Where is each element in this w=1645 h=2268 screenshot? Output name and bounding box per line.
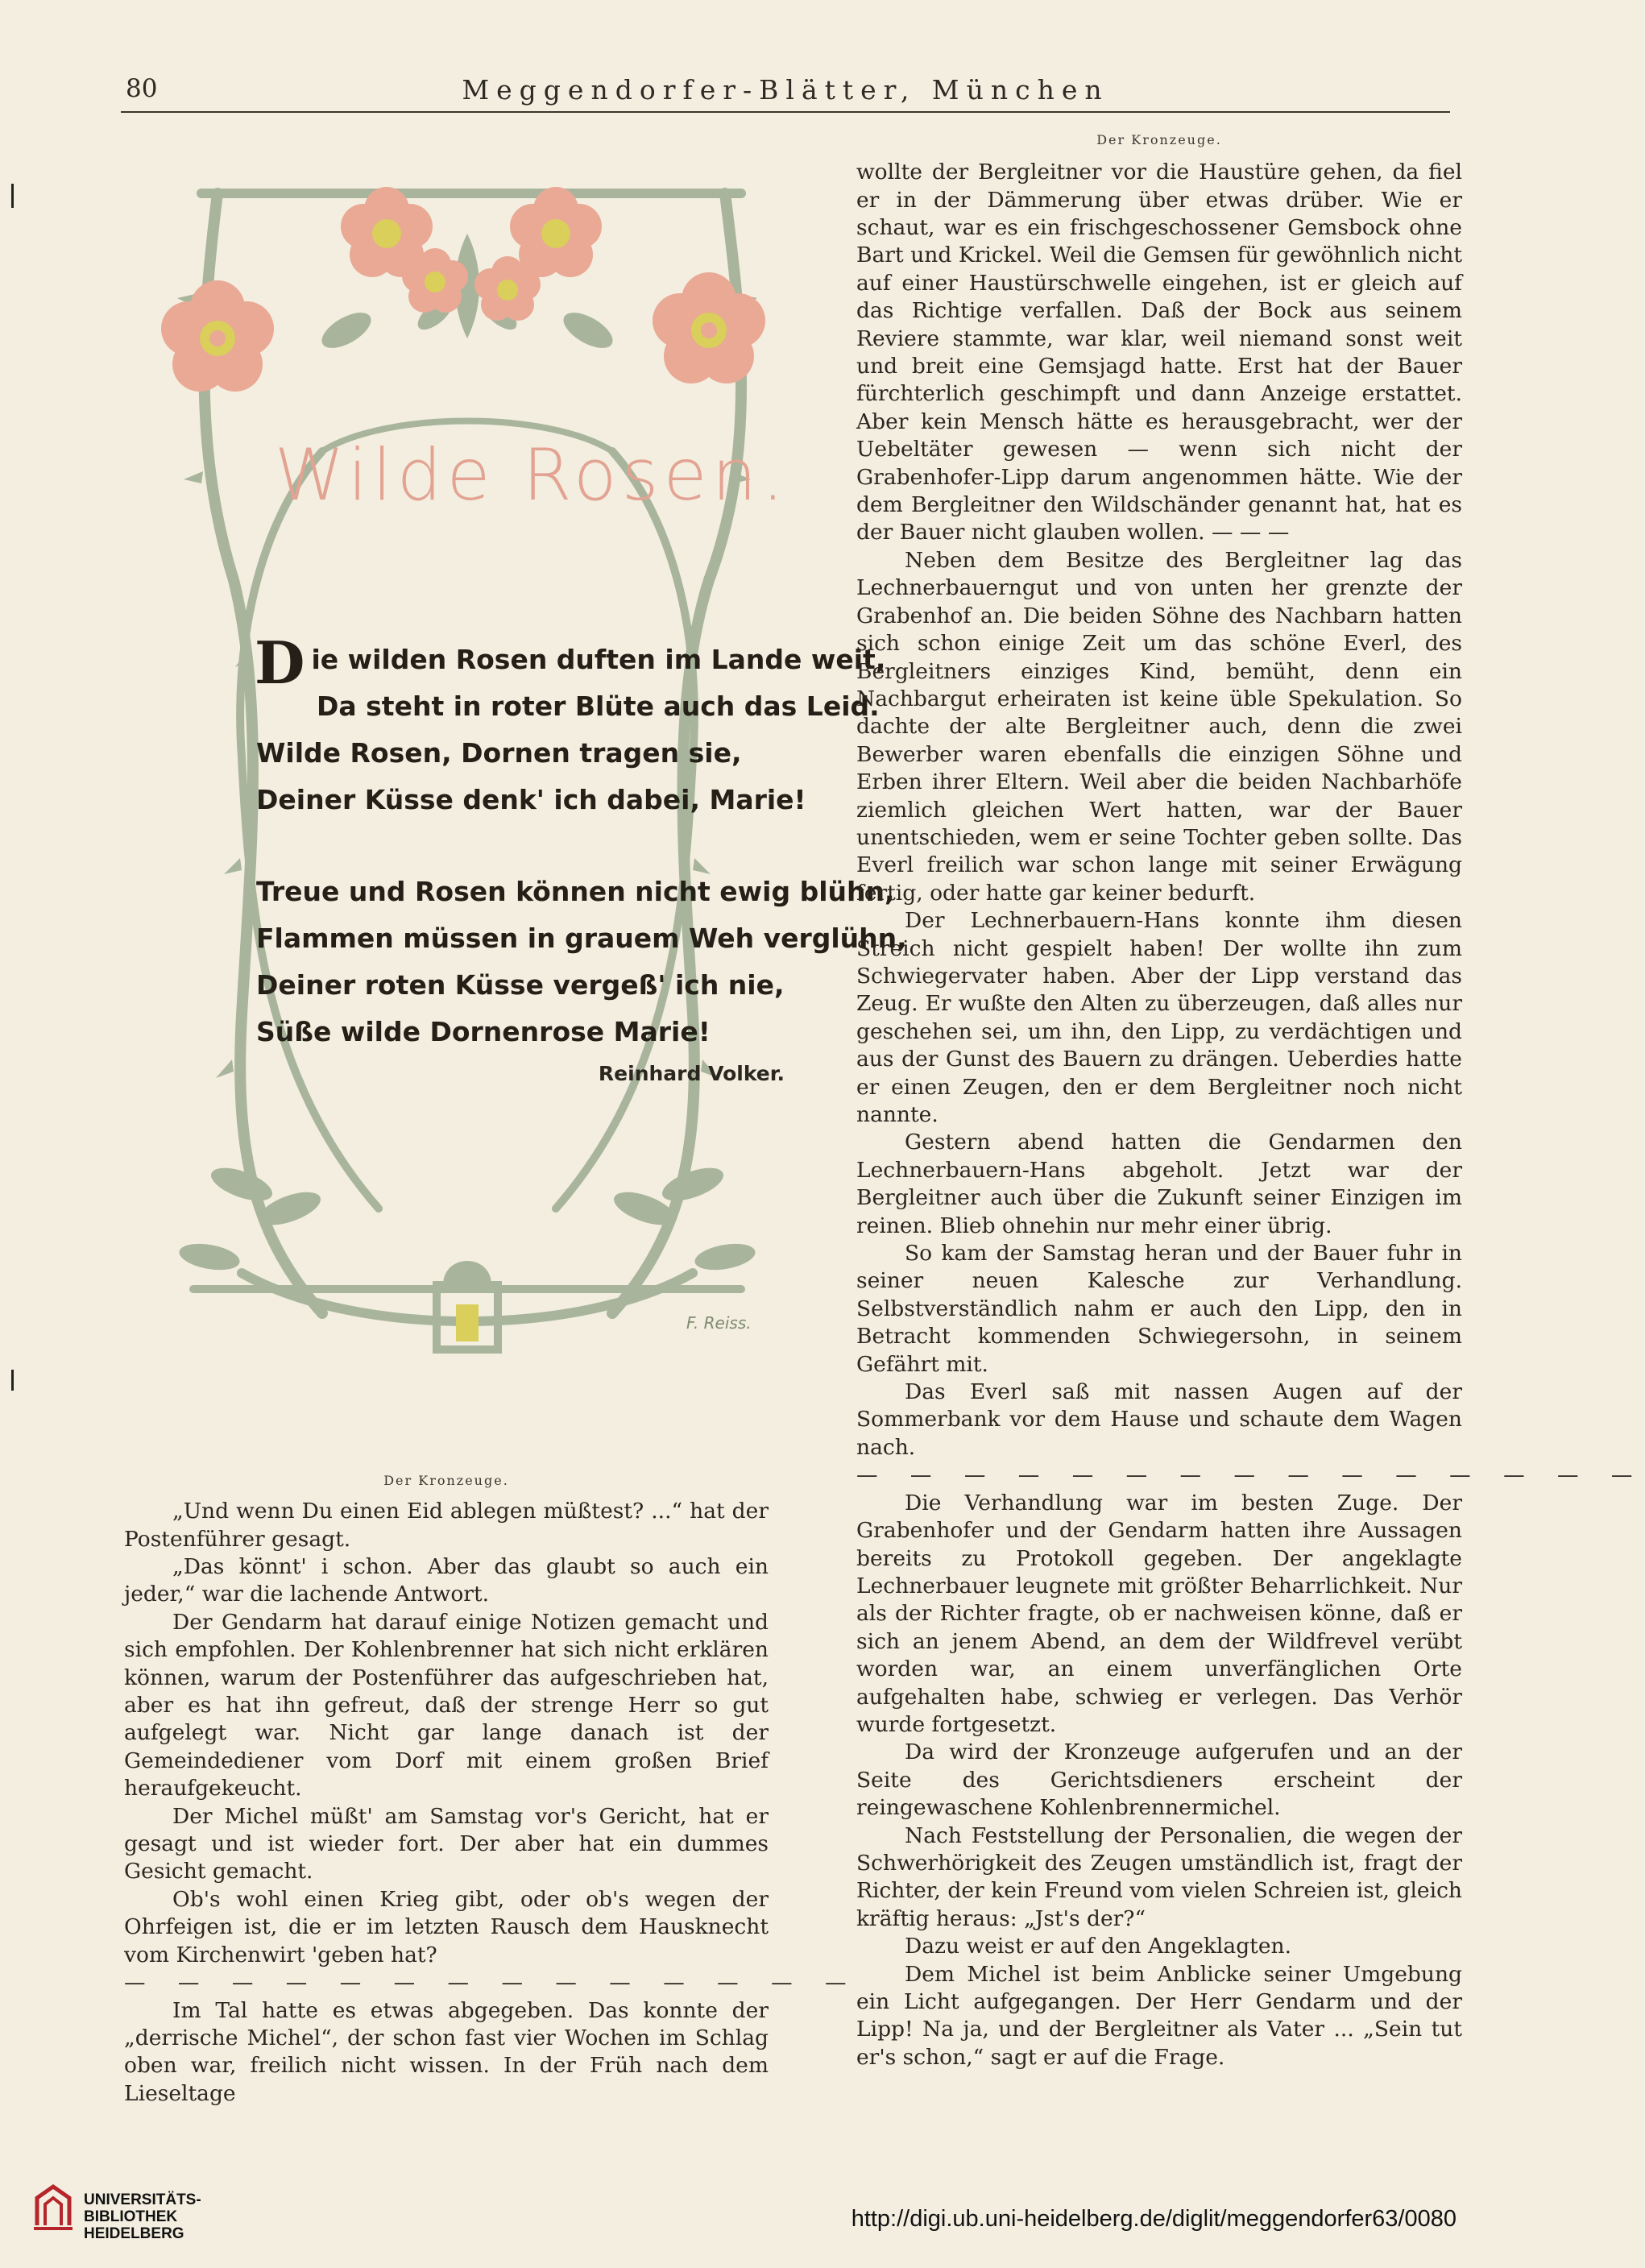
paragraph: So kam der Samstag heran und der Bauer fuhr in seiner neuen Kalesche zur Verhandlung. Selbstverständlich nahm er auch den Lipp, den in Betracht kommenden Schwiegersohn, in seinem Gefährt mit. xyxy=(856,1241,1462,1377)
paragraph: wollte der Bergleitner vor die Haustüre gehen, da fiel er in der Dämmerung über etwas drüber. Wie er schaut, war es ein frischgeschossener Gemsbock ohne Bart und Krickel. Weil die Gemsen für gewöhnlich nicht auf einer Haustürschwelle eingehen, ist er gleich auf das Richtige verfallen. Daß der Bock aus seinem Reviere stammte, war klar, weil niemand sonst weit und breit eine Gemsjagd hatte. Erst hat der Bauer fürchterlich geschimpft und dann Anzeige erstattet. Aber kein Mensch hätte es herausgebracht, wer der Uebeltäter gewesen — wenn sich nicht der Grabenhofer-Lipp darum angenommen hätte. Wie der dem Bergleitner den Wildschänder genannt hat, hat es der Bauer nicht glauben wollen. — — — xyxy=(856,160,1462,545)
paragraph: Ob's wohl einen Krieg gibt, oder ob's wegen der Ohrfeigen ist, die er im letzten Rausch dem Hausknecht vom Kirchenwirt 'geben hat? xyxy=(124,1886,769,1967)
poem-line: Treue und Rosen können nicht ewig blühn, xyxy=(256,876,895,907)
poem-title-text: Wilde Rosen. xyxy=(274,433,789,516)
poem-line: Deiner roten Küsse vergeß' ich nie, xyxy=(256,969,785,1001)
paragraph: „Und wenn Du einen Eid ablegen müßtest? ...“ hat der Postenführer gesagt. xyxy=(124,1499,769,1552)
paragraph: „Das könnt' i schon. Aber das glaubt so auch ein jeder,“ war die lachende Antwort. xyxy=(124,1554,769,1607)
library-name: UNIVERSITÄTS- BIBLIOTHEK HEIDELBERG xyxy=(84,2191,201,2242)
paragraph: Dem Michel ist beim Anblicke seiner Umgebung ein Licht aufgegangen. Der Herr Gendarm und der Lipp! Na ja, und der Bergleitner als Vater ... „Sein tut er's schon,“ sagt er auf die Frage. xyxy=(856,1961,1462,2070)
paragraph: Der Lechnerbauern-Hans konnte ihm diesen Streich nicht gespielt haben! Der wollte ihn zum Schwiegervater haben. Aber der Lipp verstand das Zeug. Er wußte den Alten zu überzeugen, daß alles nur geschehen sei, um ihn, den Lipp, zu verdächtigen und aus der Gunst des Bauern zu drängen. Ueberdies hatte er einen Zeugen, den er dem Bergleitner noch nicht nannte. xyxy=(856,908,1462,1127)
margin-mark xyxy=(11,184,14,208)
paragraph: Da wird der Kronzeuge aufgerufen und an der Seite des Gerichtsdieners erscheint der reingewaschene Kohlenbrennermichel. xyxy=(856,1739,1462,1821)
section-divider: — — — — — — — — — — — — — — — xyxy=(856,1462,1645,1488)
poem xyxy=(255,628,907,1085)
paragraph: Das Everl saß mit nassen Augen auf der Sommerbank vor dem Hause und schaute dem Wagen nach. xyxy=(856,1379,1462,1460)
poem-line: Wilde Rosen, Dornen tragen sie, xyxy=(256,737,742,769)
running-title: Meggendorfer-Blätter, München xyxy=(462,74,1109,106)
library-logo-icon xyxy=(31,2183,76,2232)
paragraph: Der Michel müßt' am Samstag vor's Gericht, hat er gesagt und ist wieder fort. Der aber hat ein dummes Gesicht gemacht. xyxy=(124,1803,769,1884)
page-header xyxy=(121,74,1450,114)
poem-author: Reinhard Volker. xyxy=(598,1062,785,1085)
paragraph: Im Tal hatte es etwas abgegeben. Das konnte der „derrische Michel“, der schon fast vier Wochen im Schlag oben war, freilich nicht wissen. In der Früh nach dem Lieseltage xyxy=(124,1997,769,2106)
paragraph: Nach Feststellung der Personalien, die wegen der Schwerhörigkeit des Zeugen umständlich ist, fragt der Richter, der kein Freund vom vielen Schreien ist, gleich kräftig heraus: „Jst's der?“ xyxy=(856,1822,1462,1931)
poem-title xyxy=(274,419,789,532)
paragraph: Die Verhandlung war im besten Zuge. Der Grabenhofer und der Gendarm hatten ihre Aussagen bereits zu Protokoll gegeben. Der angeklagte Lechnerbauer leugnete mit größter Beharrlichkeit. Nur als der Richter fragte, ob er nachweisen könne, daß er sich an jenem Abend, an dem der Wildfrevel verübt worden war, an einem unverfänglichen Orte aufgehalten habe, schwieg er verlegen. Das Verhör wurde fortgesetzt. xyxy=(856,1490,1462,1737)
right-column xyxy=(856,132,1645,2071)
poem-line: Flammen müssen in grauem Weh verglühn, xyxy=(256,923,907,954)
poem-dropcap: D xyxy=(255,628,305,697)
margin-mark xyxy=(11,1370,14,1391)
poem-line: Da steht in roter Blüte auch das Leid. xyxy=(317,690,880,722)
header-rule xyxy=(121,111,1450,113)
left-column xyxy=(124,1473,860,2108)
library-footer xyxy=(0,2119,1490,2268)
poem-line: Süße wilde Dornenrose Marie! xyxy=(256,1016,711,1047)
paragraph: Der Gendarm hat darauf einige Notizen gemacht und sich empfohlen. Der Kohlenbrenner hat sich nicht erklären können, warum der Postenführer das aufgeschrieben hat, aber es hat ihn gefreut, daß der strenge Herr so gut aufgelegt war. Nicht gar lange danach ist der Gemeindediener vom Dorf mit einem großen Brief heraufgekeucht. xyxy=(124,1609,769,1802)
paragraph: Gestern abend hatten die Gendarmen den Lechnerbauern-Hans abgeholt. Jetzt war der Bergleitner auch über die Zukunft seiner Einzigen im reinen. Blieb ohnehin nur mehr einer übrig. xyxy=(856,1130,1462,1238)
poem-line: Deiner Küsse denk' ich dabei, Marie! xyxy=(256,784,806,815)
section-divider: — — — — — — — — — — — — — — xyxy=(124,1970,860,1996)
source-url[interactable]: http://digi.ub.uni-heidelberg.de/diglit/meggendorfer63/0080 xyxy=(851,2206,1456,2232)
page-number: 80 xyxy=(126,74,158,103)
paragraph: Dazu weist er auf den Angeklagten. xyxy=(905,1934,1291,1959)
poem-line: Die wilden Rosen duften im Lande weit, xyxy=(255,628,886,697)
illustrator-signature: F. Reiss. xyxy=(686,1313,752,1333)
section-head: Der Kronzeuge. xyxy=(383,1473,509,1488)
paragraph: Neben dem Besitze des Bergleitner lag das Lechnerbauerngut und von unten her grenzte der Grabenhof an. Die beiden Söhne des Nachbarn hatten sich schon einige Zeit um das schöne Everl, des Bergleitners einziges Kind, bemüht, denn ein Nachbargut erheiraten ist keine üble Spekulation. So dachte der alte Bergleitner auch, denn die zwei Bewerber waren ebenfalls die einzigen Söhne und Erben ihrer Eltern. Weil aber die beiden Nachbarhöfe ziemlich gleichen Wert hatten, war der Bauer unentschieden, wem er seine Tochter geben sollte. Das Everl freilich war schon lange mit seiner Erwägung fertig, oder hatte gar keiner bedurft. xyxy=(856,547,1462,906)
section-head: Der Kronzeuge. xyxy=(1096,132,1222,147)
